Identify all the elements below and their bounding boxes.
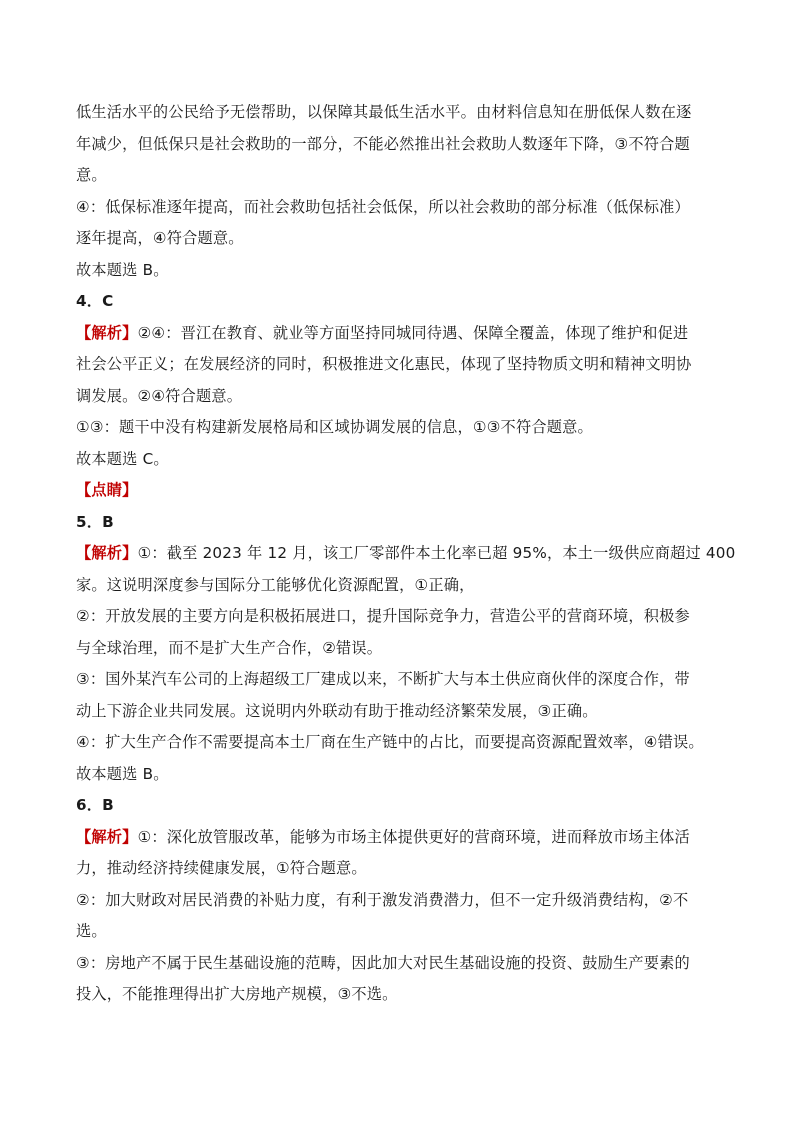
dianjing-tag: 【点睛】: [76, 481, 138, 499]
analysis-text: ①：深化放管服改革，能够为市场主体提供更好的营商环境，进而释放市场主体活: [137, 827, 690, 846]
paragraph-line: 逐年提高，④符合题意。: [76, 229, 244, 247]
paragraph-line: 力，推动经济持续健康发展，①符合题意。: [76, 859, 367, 877]
paragraph-line: 低生活水平的公民给予无偿帮助，以保障其最低生活水平。由材料信息知在册低保人数在逐: [76, 103, 692, 121]
paragraph-line: 社会公平正义；在发展经济的同时，积极推进文化惠民，体现了坚持物质文明和精神文明协: [76, 355, 692, 373]
question-answer: 5．B: [76, 512, 114, 531]
conclusion-line: 故本题选 B。: [76, 260, 169, 279]
analysis-line: [76, 822, 720, 854]
conclusion-line: 故本题选 C。: [76, 449, 169, 468]
conclusion-line: 故本题选 B。: [76, 764, 169, 783]
analysis-tag: 【解析】: [76, 323, 138, 342]
paragraph-line: 动上下游企业共同发展。这说明内外联动有助于推动经济繁荣发展，③正确。: [76, 701, 598, 720]
paragraph-line: 投入，不能推理得出扩大房地产规模，③不选。: [76, 985, 398, 1003]
analysis-tag: 【解析】: [76, 827, 138, 846]
paragraph-line: ④：低保标准逐年提高，而社会救助包括社会低保，所以社会救助的部分标准（低保标准）: [76, 197, 690, 216]
paragraph-line: ②：加大财政对居民消费的补贴力度，有利于激发消费潜力，但不一定升级消费结构，②不: [76, 890, 689, 909]
question-answer: 4．C: [76, 292, 114, 310]
paragraph-line: 意。: [76, 166, 107, 184]
analysis-text: ②④：晋江在教育、就业等方面坚持同城同待遇、保障全覆盖，体现了维护和促进: [137, 323, 689, 342]
paragraph-line: ①③：题干中没有构建新发展格局和区域协调发展的信息，①③不符合题意。: [76, 418, 593, 436]
paragraph-line: ④：扩大生产合作不需要提高本土厂商在生产链中的占比，而要提高资源配置效率，④错误。: [76, 733, 704, 751]
paragraph-line: 年减少，但低保只是社会救助的一部分，不能必然推出社会救助人数逐年下降，③不符合题: [76, 134, 690, 153]
answer-content: [76, 97, 736, 1011]
paragraph-line: ②：开放发展的主要方向是积极拓展进口，提升国际竞争力，营造公平的营商环境，积极参: [76, 607, 690, 625]
analysis-text: ①：截至 2023 年 12 月，该工厂零部件本土化率已超 95%，本土一级供应商超过 400: [137, 544, 736, 562]
paragraph-line: 家。这说明深度参与国际分工能够优化资源配置，①正确，: [76, 575, 475, 594]
analysis-line: [76, 318, 720, 350]
analysis-line: [76, 538, 736, 570]
paragraph-line: 与全球治理，而不是扩大生产合作，②错误。: [76, 638, 383, 657]
analysis-tag: 【解析】: [76, 544, 138, 562]
paragraph-line: 调发展。②④符合题意。: [76, 386, 243, 405]
paragraph-line: 选。: [76, 922, 107, 940]
paragraph-line: ③：房地产不属于民生基础设施的范畴，因此加大对民生基础设施的投资、鼓励生产要素的: [76, 953, 690, 972]
paragraph-line: ③：国外某汽车公司的上海超级工厂建成以来，不断扩大与本土供应商伙伴的深度合作，带: [76, 670, 690, 688]
question-answer: 6．B: [76, 796, 114, 814]
